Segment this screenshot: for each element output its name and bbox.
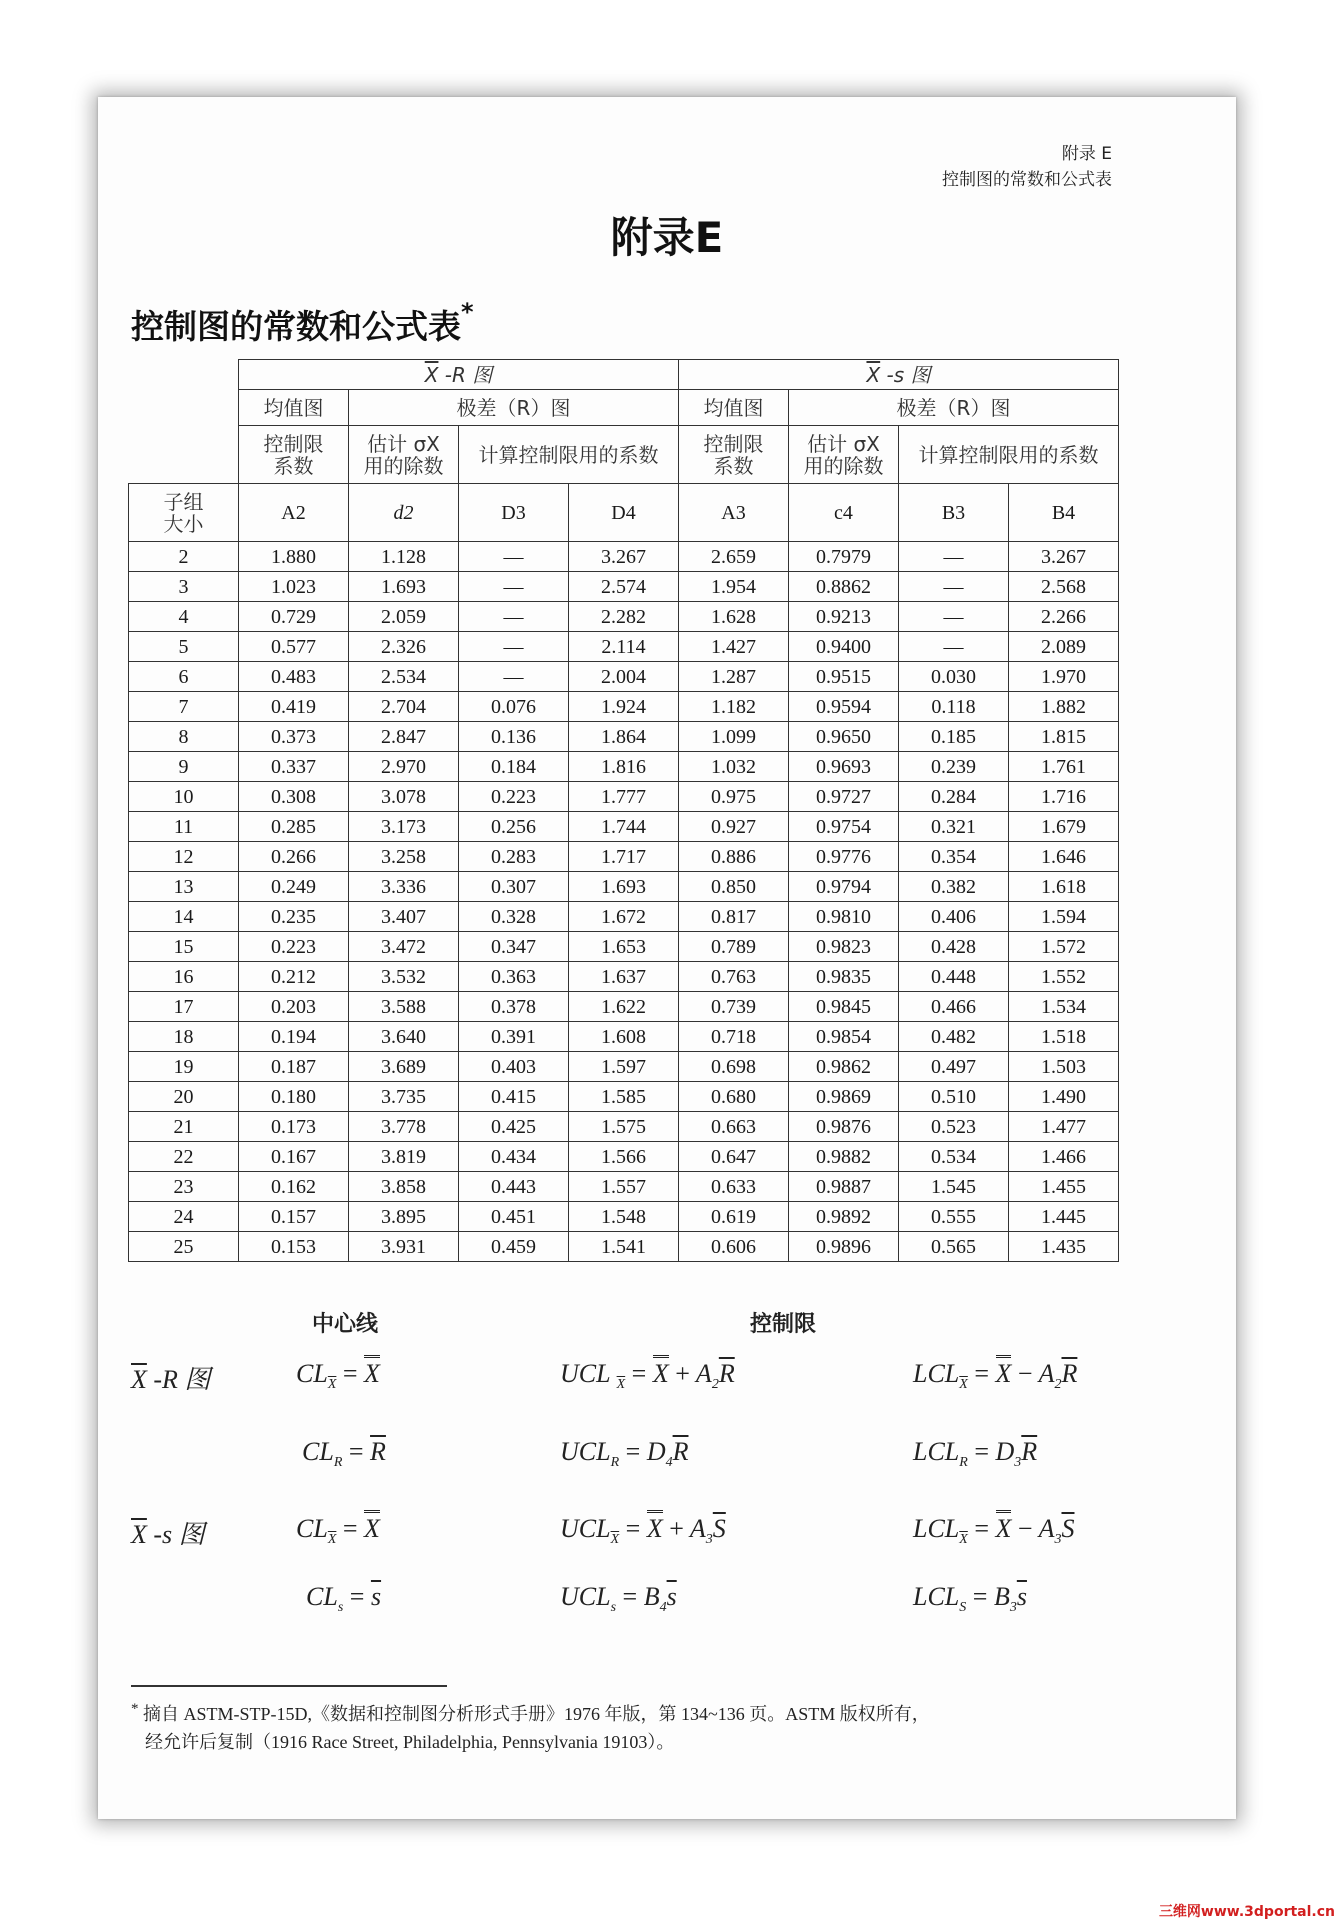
table-cell: 0.9887	[789, 1172, 899, 1202]
table-cell: 0.451	[459, 1202, 569, 1232]
table-row	[129, 902, 1119, 932]
table-cell: 0.030	[899, 662, 1009, 692]
table-cell: 0.739	[679, 992, 789, 1022]
table-cell: —	[459, 572, 569, 602]
subgroup-size-cell: 4	[129, 602, 239, 632]
table-cell: 0.223	[459, 782, 569, 812]
table-cell: 1.777	[569, 782, 679, 812]
center-line-header: 中心线	[312, 1312, 379, 1337]
table-cell: 0.459	[459, 1232, 569, 1262]
table-cell: 0.9693	[789, 752, 899, 782]
subgroup-size-cell: 14	[129, 902, 239, 932]
table-cell: 0.162	[239, 1172, 349, 1202]
table-cell: 0.534	[899, 1142, 1009, 1172]
table-cell: 0.425	[459, 1112, 569, 1142]
table-cell: 2.089	[1009, 632, 1119, 662]
table-cell: 2.568	[1009, 572, 1119, 602]
constants-table-body	[129, 542, 1119, 1262]
table-cell: 1.744	[569, 812, 679, 842]
xs-chart-label: $\overline{X}$ -s 图	[131, 1520, 205, 1549]
table-cell: 1.761	[1009, 752, 1119, 782]
table-cell: 0.565	[899, 1232, 1009, 1262]
table-cell: 1.099	[679, 722, 789, 752]
subgroup-size-cell: 23	[129, 1172, 239, 1202]
table-cell: 3.267	[569, 542, 679, 572]
table-cell: 3.173	[349, 812, 459, 842]
table-cell: 0.850	[679, 872, 789, 902]
footnote-line-2: 经允许后复制（1916 Race Street, Philadelphia, Pennsylvania 19103）。	[145, 1732, 675, 1752]
table-cell: 0.606	[679, 1232, 789, 1262]
table-cell: 3.336	[349, 872, 459, 902]
table-cell: 1.693	[349, 572, 459, 602]
table-cell: 1.882	[1009, 692, 1119, 722]
table-cell: 0.187	[239, 1052, 349, 1082]
table-row	[129, 1022, 1119, 1052]
table-cell: 0.9727	[789, 782, 899, 812]
table-cell: 0.927	[679, 812, 789, 842]
table-cell: 1.548	[569, 1202, 679, 1232]
table-row	[129, 662, 1119, 692]
table-cell: 1.608	[569, 1022, 679, 1052]
table-cell: 0.9862	[789, 1052, 899, 1082]
xr-limit-factor-header: 控制限 系数	[239, 426, 349, 484]
table-row	[129, 962, 1119, 992]
subgroup-size-cell: 12	[129, 842, 239, 872]
table-cell: 1.653	[569, 932, 679, 962]
table-cell: 0.763	[679, 962, 789, 992]
table-cell: 1.545	[899, 1172, 1009, 1202]
table-cell: 3.640	[349, 1022, 459, 1052]
table-cell: 0.9515	[789, 662, 899, 692]
table-cell: 0.663	[679, 1112, 789, 1142]
table-cell: 1.128	[349, 542, 459, 572]
table-cell: 0.577	[239, 632, 349, 662]
formula-lcl-r: $LCL_R = D_3\overline{R}$	[913, 1437, 1038, 1471]
table-cell: 0.9400	[789, 632, 899, 662]
table-cell: 1.287	[679, 662, 789, 692]
table-cell: 0.194	[239, 1022, 349, 1052]
table-cell: 0.9810	[789, 902, 899, 932]
table-cell: 0.415	[459, 1082, 569, 1112]
table-cell: —	[459, 662, 569, 692]
table-cell: 0.373	[239, 722, 349, 752]
table-cell: —	[899, 542, 1009, 572]
col-header-d4: D4	[569, 484, 679, 542]
table-cell: 0.118	[899, 692, 1009, 722]
table-row	[129, 1232, 1119, 1262]
table-cell: 0.886	[679, 842, 789, 872]
table-cell: 1.541	[569, 1232, 679, 1262]
table-cell: 2.059	[349, 602, 459, 632]
table-cell: 0.403	[459, 1052, 569, 1082]
subgroup-size-cell: 16	[129, 962, 239, 992]
table-cell: 0.647	[679, 1142, 789, 1172]
table-cell: 0.391	[459, 1022, 569, 1052]
running-head-title: 控制图的常数和公式表	[942, 170, 1112, 190]
table-cell: 2.574	[569, 572, 679, 602]
table-cell: 0.321	[899, 812, 1009, 842]
table-cell: 0.9823	[789, 932, 899, 962]
table-cell: 2.266	[1009, 602, 1119, 632]
table-cell: 3.735	[349, 1082, 459, 1112]
subgroup-size-cell: 5	[129, 632, 239, 662]
table-row	[129, 1172, 1119, 1202]
table-row	[129, 812, 1119, 842]
col-header-a3: A3	[679, 484, 789, 542]
xr-mean-chart-header: 均值图	[239, 390, 349, 426]
table-cell: 0.9869	[789, 1082, 899, 1112]
table-row	[129, 1082, 1119, 1112]
table-cell: 0.434	[459, 1142, 569, 1172]
table-cell: 1.552	[1009, 962, 1119, 992]
table-cell: 3.895	[349, 1202, 459, 1232]
table-corner	[129, 360, 239, 484]
table-cell: 1.572	[1009, 932, 1119, 962]
table-cell: 1.518	[1009, 1022, 1119, 1052]
table-cell: 1.924	[569, 692, 679, 722]
table-cell: 0.9854	[789, 1022, 899, 1052]
table-cell: 0.382	[899, 872, 1009, 902]
formula-cl-r: $CL_R = \overline{R}$	[302, 1437, 386, 1471]
table-cell: 0.153	[239, 1232, 349, 1262]
table-cell: 0.698	[679, 1052, 789, 1082]
table-cell: 0.076	[459, 692, 569, 722]
appendix-title: 附录E	[610, 213, 724, 262]
subgroup-size-cell: 25	[129, 1232, 239, 1262]
table-title-footnote-mark: *	[461, 298, 474, 326]
col-header-b3: B3	[899, 484, 1009, 542]
table-cell: 0.347	[459, 932, 569, 962]
table-cell: 0.9594	[789, 692, 899, 722]
table-cell: 2.004	[569, 662, 679, 692]
table-cell: 1.815	[1009, 722, 1119, 752]
table-row	[129, 722, 1119, 752]
subgroup-size-cell: 18	[129, 1022, 239, 1052]
subgroup-size-cell: 7	[129, 692, 239, 722]
table-cell: 0.203	[239, 992, 349, 1022]
table-cell: 2.282	[569, 602, 679, 632]
xr-chart-header: $\overline{X}$ -R 图	[239, 360, 679, 390]
formula-ucl-r: $UCL_R = D_4\overline{R}$	[560, 1437, 689, 1471]
table-cell: 0.337	[239, 752, 349, 782]
table-cell: 2.704	[349, 692, 459, 722]
constants-table	[128, 359, 1119, 1262]
table-cell: 0.619	[679, 1202, 789, 1232]
table-cell: 1.503	[1009, 1052, 1119, 1082]
formula-lcl-xbar-xs: $LCL_{\overline{X}} = X - A_3\overline{S}$	[913, 1514, 1074, 1548]
table-cell: —	[459, 602, 569, 632]
table-cell: 1.594	[1009, 902, 1119, 932]
table-cell: 0.9776	[789, 842, 899, 872]
subgroup-size-cell: 13	[129, 872, 239, 902]
table-title	[131, 298, 474, 348]
subgroup-size-cell: 24	[129, 1202, 239, 1232]
table-cell: 1.717	[569, 842, 679, 872]
table-cell: 1.880	[239, 542, 349, 572]
formula-ucl-s: $UCL_s = B_4\overline{s}$	[560, 1582, 677, 1616]
table-row	[129, 842, 1119, 872]
table-cell: 0.729	[239, 602, 349, 632]
table-cell: 0.285	[239, 812, 349, 842]
table-cell: 0.483	[239, 662, 349, 692]
table-cell: 0.308	[239, 782, 349, 812]
table-cell: 0.354	[899, 842, 1009, 872]
col-header-d3: D3	[459, 484, 569, 542]
table-cell: 1.182	[679, 692, 789, 722]
table-title-text: 控制图的常数和公式表	[131, 307, 461, 346]
table-cell: 0.212	[239, 962, 349, 992]
xr-range-chart-header: 极差（R）图	[349, 390, 679, 426]
subgroup-size-cell: 21	[129, 1112, 239, 1142]
xs-range-chart-header: 极差（R）图	[789, 390, 1119, 426]
table-cell: 0.363	[459, 962, 569, 992]
formula-ucl-xbar-xr: UCL $_{\overline{X}} = X + A_2\overline{R}$	[560, 1359, 735, 1393]
table-cell: —	[459, 632, 569, 662]
table-cell: 0.256	[459, 812, 569, 842]
table-cell: 1.864	[569, 722, 679, 752]
table-cell: 0.7979	[789, 542, 899, 572]
subgroup-size-cell: 17	[129, 992, 239, 1022]
table-cell: —	[899, 632, 1009, 662]
table-cell: 0.173	[239, 1112, 349, 1142]
formula-cl-xbar-xr: $CL_{\overline{X}} = X$	[296, 1359, 380, 1393]
formula-lcl-s: $LCL_S = B_3\overline{s}$	[913, 1582, 1027, 1616]
table-cell: 1.575	[569, 1112, 679, 1142]
table-cell: 2.847	[349, 722, 459, 752]
table-cell: 0.239	[899, 752, 1009, 782]
table-cell: 1.566	[569, 1142, 679, 1172]
subgroup-size-cell: 15	[129, 932, 239, 962]
table-cell: 2.534	[349, 662, 459, 692]
table-cell: 1.435	[1009, 1232, 1119, 1262]
table-cell: 0.817	[679, 902, 789, 932]
table-row	[129, 1202, 1119, 1232]
table-row	[129, 692, 1119, 722]
formulas-section	[98, 1307, 1236, 1627]
table-cell: 3.858	[349, 1172, 459, 1202]
table-cell: 2.659	[679, 542, 789, 572]
table-cell: 3.778	[349, 1112, 459, 1142]
table-row	[129, 872, 1119, 902]
subgroup-size-cell: 20	[129, 1082, 239, 1112]
subgroup-size-cell: 11	[129, 812, 239, 842]
table-cell: 0.328	[459, 902, 569, 932]
table-cell: 3.819	[349, 1142, 459, 1172]
table-cell: 0.9896	[789, 1232, 899, 1262]
table-cell: 1.954	[679, 572, 789, 602]
table-cell: 0.9845	[789, 992, 899, 1022]
table-cell: 1.637	[569, 962, 679, 992]
xs-mean-chart-header: 均值图	[679, 390, 789, 426]
table-cell: 0.523	[899, 1112, 1009, 1142]
col-header-c4: c4	[789, 484, 899, 542]
table-cell: 0.680	[679, 1082, 789, 1112]
table-row	[129, 932, 1119, 962]
table-row	[129, 1142, 1119, 1172]
xs-chart-header: $\overline{X}$ -s 图	[679, 360, 1119, 390]
table-cell: 0.482	[899, 1022, 1009, 1052]
table-cell: 0.9213	[789, 602, 899, 632]
footnote-line-1: * 摘自 ASTM-STP-15D,《数据和控制图分析形式手册》1976 年版，第 134~136 页。ASTM 版权所有，	[131, 1701, 930, 1724]
table-cell: 1.477	[1009, 1112, 1119, 1142]
table-cell: 1.427	[679, 632, 789, 662]
xr-limit-coefficients-header: 计算控制限用的系数	[459, 426, 679, 484]
table-cell: 1.693	[569, 872, 679, 902]
table-cell: 0.9794	[789, 872, 899, 902]
subgroup-size-cell: 3	[129, 572, 239, 602]
table-cell: 3.689	[349, 1052, 459, 1082]
table-cell: 0.180	[239, 1082, 349, 1112]
watermark: 三维网www.3dportal.cn	[1158, 1904, 1335, 1920]
subgroup-size-cell: 8	[129, 722, 239, 752]
table-cell: 0.789	[679, 932, 789, 962]
table-cell: 1.455	[1009, 1172, 1119, 1202]
footnote-rule	[131, 1685, 447, 1687]
table-cell: 0.510	[899, 1082, 1009, 1112]
table-cell: —	[899, 602, 1009, 632]
table-cell: 0.448	[899, 962, 1009, 992]
table-cell: 2.326	[349, 632, 459, 662]
formula-cl-xbar-xs: $CL_{\overline{X}} = X$	[296, 1514, 380, 1548]
table-cell: 3.931	[349, 1232, 459, 1262]
table-cell: 1.032	[679, 752, 789, 782]
table-cell: 1.628	[679, 602, 789, 632]
table-cell: 1.534	[1009, 992, 1119, 1022]
table-cell: 0.9892	[789, 1202, 899, 1232]
table-cell: 1.597	[569, 1052, 679, 1082]
table-cell: 1.023	[239, 572, 349, 602]
table-row	[129, 542, 1119, 572]
table-cell: 0.284	[899, 782, 1009, 812]
control-limits-header: 控制限	[750, 1312, 817, 1337]
col-header-b4: B4	[1009, 484, 1119, 542]
table-cell: 0.466	[899, 992, 1009, 1022]
table-cell: 1.490	[1009, 1082, 1119, 1112]
table-cell: 3.588	[349, 992, 459, 1022]
table-row	[129, 782, 1119, 812]
col-header-d2: d2	[349, 484, 459, 542]
running-head-appendix: 附录 E	[1061, 144, 1112, 164]
table-row	[129, 632, 1119, 662]
footnote	[131, 1695, 1141, 1756]
table-row	[129, 572, 1119, 602]
table-cell: 0.406	[899, 902, 1009, 932]
table-row	[129, 1052, 1119, 1082]
document-page	[98, 97, 1236, 1819]
table-row	[129, 752, 1119, 782]
formula-ucl-xbar-xs: $UCL_{\overline{X}} = X + A_3\overline{S}$	[560, 1514, 726, 1548]
xs-sigma-divisor-header: 估计 σX 用的除数	[789, 426, 899, 484]
table-cell: 0.428	[899, 932, 1009, 962]
table-cell: 2.970	[349, 752, 459, 782]
table-row	[129, 1112, 1119, 1142]
table-cell: 2.114	[569, 632, 679, 662]
table-cell: —	[899, 572, 1009, 602]
table-cell: 1.618	[1009, 872, 1119, 902]
table-cell: 1.716	[1009, 782, 1119, 812]
table-cell: 0.378	[459, 992, 569, 1022]
table-cell: 0.266	[239, 842, 349, 872]
table-cell: 0.9754	[789, 812, 899, 842]
table-cell: 1.557	[569, 1172, 679, 1202]
table-cell: 1.672	[569, 902, 679, 932]
table-cell: 1.622	[569, 992, 679, 1022]
subgroup-size-header: 子组 大小	[129, 484, 239, 542]
table-cell: 0.9835	[789, 962, 899, 992]
subgroup-size-cell: 10	[129, 782, 239, 812]
table-cell: 0.9882	[789, 1142, 899, 1172]
table-cell: 0.9650	[789, 722, 899, 752]
table-cell: 3.472	[349, 932, 459, 962]
table-cell: 1.679	[1009, 812, 1119, 842]
table-cell: 0.185	[899, 722, 1009, 752]
subgroup-size-cell: 6	[129, 662, 239, 692]
formula-lcl-xbar-xr: $LCL_{\overline{X}} = X - A_2\overline{R}$	[913, 1359, 1077, 1393]
table-cell: —	[459, 542, 569, 572]
subgroup-size-cell: 22	[129, 1142, 239, 1172]
table-cell: 0.443	[459, 1172, 569, 1202]
running-head	[942, 141, 1112, 193]
table-cell: 0.497	[899, 1052, 1009, 1082]
table-cell: 0.633	[679, 1172, 789, 1202]
table-cell: 0.157	[239, 1202, 349, 1232]
subgroup-size-cell: 2	[129, 542, 239, 572]
table-cell: 0.167	[239, 1142, 349, 1172]
xr-chart-label: $\overline{X}$ -R 图	[131, 1365, 211, 1394]
subgroup-size-cell: 9	[129, 752, 239, 782]
table-cell: 3.407	[349, 902, 459, 932]
table-cell: 0.283	[459, 842, 569, 872]
table-cell: 3.532	[349, 962, 459, 992]
table-cell: 0.136	[459, 722, 569, 752]
table-cell: 0.249	[239, 872, 349, 902]
table-cell: 3.267	[1009, 542, 1119, 572]
table-cell: 0.9876	[789, 1112, 899, 1142]
table-cell: 1.466	[1009, 1142, 1119, 1172]
table-cell: 0.184	[459, 752, 569, 782]
table-cell: 0.8862	[789, 572, 899, 602]
table-cell: 0.975	[679, 782, 789, 812]
table-cell: 0.235	[239, 902, 349, 932]
subgroup-size-cell: 19	[129, 1052, 239, 1082]
xr-sigma-divisor-header: 估计 σX 用的除数	[349, 426, 459, 484]
table-cell: 0.718	[679, 1022, 789, 1052]
table-cell: 0.307	[459, 872, 569, 902]
table-cell: 0.555	[899, 1202, 1009, 1232]
table-row	[129, 992, 1119, 1022]
table-cell: 1.970	[1009, 662, 1119, 692]
xs-limit-coefficients-header: 计算控制限用的系数	[899, 426, 1119, 484]
table-cell: 3.258	[349, 842, 459, 872]
table-cell: 1.585	[569, 1082, 679, 1112]
table-row	[129, 602, 1119, 632]
table-cell: 1.646	[1009, 842, 1119, 872]
table-cell: 0.419	[239, 692, 349, 722]
col-header-a2: A2	[239, 484, 349, 542]
table-cell: 3.078	[349, 782, 459, 812]
formula-cl-s: $CL_s = \overline{s}$	[306, 1582, 382, 1616]
table-cell: 1.816	[569, 752, 679, 782]
table-cell: 1.445	[1009, 1202, 1119, 1232]
xs-limit-factor-header: 控制限 系数	[679, 426, 789, 484]
table-cell: 0.223	[239, 932, 349, 962]
